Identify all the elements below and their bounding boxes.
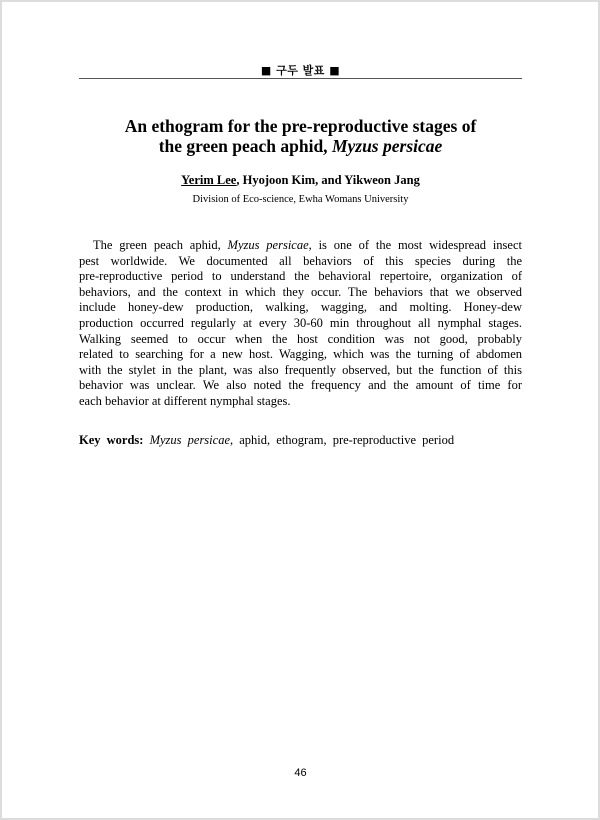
title-line-1: An ethogram for the pre-reproductive stages of bbox=[124, 116, 477, 136]
affiliation: Division of Eco-science, Ewha Womans University bbox=[192, 194, 409, 205]
page-number: 46 bbox=[294, 767, 307, 779]
abstract-line: pest worldwide. We documented all behaviors of this species during the bbox=[79, 253, 522, 268]
title-line-2-prefix: the green peach aphid, bbox=[158, 136, 332, 156]
abstract-line1-prefix: The green peach aphid, bbox=[93, 238, 228, 252]
keywords-species: Myzus persicae, bbox=[149, 433, 234, 447]
abstract-line1-suffix: is one of the most widespread insect bbox=[311, 238, 522, 252]
keywords bbox=[79, 433, 522, 448]
abstract-species: Myzus persicae, bbox=[227, 238, 312, 252]
title-line-2 bbox=[79, 136, 522, 156]
author-list bbox=[79, 173, 522, 188]
abstract-line: behaviors, and the context in which they occur. The behaviors that we observed bbox=[79, 284, 522, 299]
keywords-list: aphid, ethogram, pre-reproductive period bbox=[233, 433, 455, 447]
abstract-body bbox=[79, 238, 522, 410]
abstract-line: with the stylet in the plant, was also frequently observed, but the function of this bbox=[79, 362, 522, 377]
abstract-line: each behavior at different nymphal stages. bbox=[79, 393, 291, 408]
abstract-line: pre-reproductive period to understand the behavioral repertoire, organization of bbox=[79, 269, 522, 284]
page-border-left bbox=[0, 0, 2, 820]
abstract-line: Walking seemed to occur when the host condition was not good, probably bbox=[79, 331, 522, 346]
presenting-author: Yerim Lee bbox=[181, 173, 237, 187]
title-species: Myzus persicae bbox=[331, 136, 443, 156]
section-header: ■ 구두 발표 ■ bbox=[260, 64, 341, 77]
abstract-line: behavior was unclear. We also noted the frequency and the amount of time for bbox=[79, 378, 522, 393]
abstract-line: include honey-dew production, walking, wagging, and molting. Honey-dew bbox=[79, 300, 522, 315]
abstract-line bbox=[79, 238, 522, 254]
abstract-line: production occurred regularly at every 30-60 min throughout all nymphal stages. bbox=[79, 315, 522, 330]
co-authors: , Hyojoon Kim, and Yikweon Jang bbox=[236, 173, 420, 187]
keywords-label: Key words: bbox=[79, 433, 144, 447]
page-border-top bbox=[0, 0, 600, 2]
paper-title bbox=[79, 116, 522, 156]
abstract-line: related to searching for a new host. Wagging, which was the turning of abdomen bbox=[79, 347, 522, 362]
header-divider bbox=[79, 78, 522, 79]
